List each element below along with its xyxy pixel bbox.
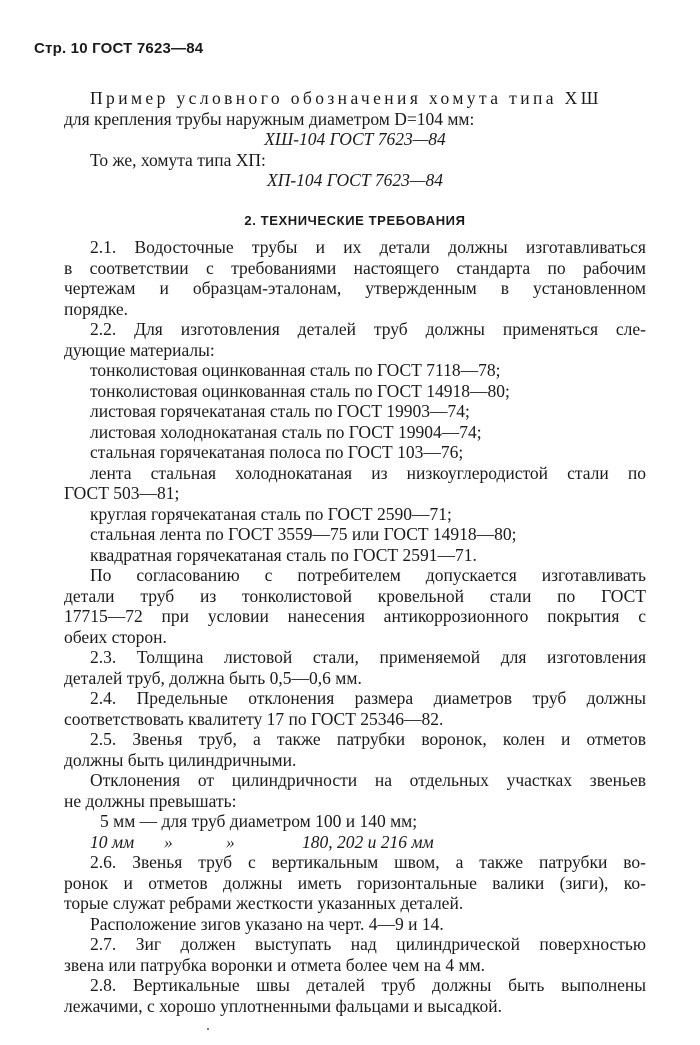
material-item: стальная лента по ГОСТ 3559—75 или ГОСТ 14918—80; <box>90 524 517 544</box>
paragraph-2-7 <box>64 934 646 975</box>
paragraph-line: лежачими, с хорошо уплотненными фальцами и высадкой. <box>64 995 502 1016</box>
materials-list <box>64 360 646 565</box>
paragraph-line: деталей труб, должна быть 0,5—0,6 мм. <box>64 667 362 688</box>
paragraph-line: торые служат ребрами жесткости указанных деталей. <box>64 893 464 913</box>
paragraph-deviation <box>64 770 646 811</box>
paragraph-line: детали труб из тонколистовой кровельной стали по ГОСТ <box>64 585 646 606</box>
paragraph-line: обеих сторон. <box>64 626 167 647</box>
designation-code: ХП-104 ГОСТ 7623—84 <box>267 170 443 190</box>
deviation-table <box>64 811 646 852</box>
paragraph-line: 2.4. Предельные отклонения размера диаметров труб должны <box>90 688 646 708</box>
paragraph-line: Отклонения от цилиндричности на отдельных участках звеньев <box>90 770 646 790</box>
paragraph-2-2 <box>64 319 646 360</box>
paragraph-2-6 <box>64 852 646 914</box>
paragraph-line: соответствовать квалитету 17 по ГОСТ 25346—82. <box>64 708 444 729</box>
paragraph-line: 2.2. Для изготовления деталей труб должны применяться сле- <box>90 319 646 339</box>
deviation-diameters: 180, 202 и 216 мм <box>302 831 434 852</box>
paragraph-line: в соответствии с требованиями настоящего стандарта по рабочим <box>64 257 646 278</box>
paragraph-2-4 <box>64 688 646 729</box>
paragraph-line: 2.8. Вертикальные швы деталей труб должны быть выполнены <box>90 975 646 995</box>
paragraph-line: должны быть цилиндричными. <box>64 749 297 770</box>
material-item: листовая горячекатаная сталь по ГОСТ 19903—74; <box>90 401 470 421</box>
designation-code: ХШ-104 ГОСТ 7623—84 <box>264 129 446 149</box>
paragraph-line: звена или патрубка воронки и отмета более чем на 4 мм. <box>64 954 486 975</box>
example-line: То же, хомута типа ХП: <box>90 149 266 170</box>
paragraph-line: ронок и отметов должны иметь горизонтальные валики (зиги), ко- <box>64 872 646 893</box>
paragraph-2-5 <box>64 729 646 770</box>
ditto-mark: » <box>226 831 235 852</box>
paragraph-zig-location: Расположение зигов указано на черт. 4—9 и 14. <box>90 913 444 934</box>
paragraph-line: 2.6. Звенья труб с вертикальным швом, а также патрубки во- <box>90 852 646 872</box>
paragraph-line: дующие материалы: <box>64 339 215 360</box>
deviation-value: 10 мм <box>90 831 135 852</box>
paragraph-line: 2.5. Звенья труб, а также патрубки воронок, колен и отметов <box>90 729 646 749</box>
example-line: для крепления трубы наружным диаметром D=104 мм: <box>64 108 475 129</box>
paragraph-line: не должны превышать: <box>64 790 237 811</box>
deviation-row <box>64 832 646 853</box>
print-speck <box>207 1028 209 1030</box>
paragraph-line: 2.7. Зиг должен выступать над цилиндрической поверхностью <box>90 934 646 954</box>
paragraph-2-3 <box>64 647 646 688</box>
paragraph-line: По согласованию с потребителем допускается изготавливать <box>90 565 646 585</box>
material-item: тонколистовая оцинкованная сталь по ГОСТ 7118—78; <box>90 360 501 380</box>
paragraph-2-1 <box>64 237 646 319</box>
example-line: Пример условного обозначения хомута типа ХШ <box>90 88 602 108</box>
ditto-mark: » <box>164 831 173 852</box>
paragraph-line: 17715—72 при условии нанесения антикоррозионного покрытия с <box>64 606 646 626</box>
designation-example <box>64 88 646 1016</box>
material-item: квадратная горячекатаная сталь по ГОСТ 2591—71. <box>90 544 477 565</box>
paragraph-line: порядке. <box>64 298 129 319</box>
material-item: стальная горячекатаная полоса по ГОСТ 103—76; <box>90 442 464 462</box>
paragraph-line: 2.3. Толщина листовой стали, применяемой для изготовления <box>90 647 646 667</box>
paragraph-2-8 <box>64 975 646 1016</box>
material-item: лента стальная холоднокатаная из низкоуглеродистой стали по <box>90 462 646 483</box>
paragraph-line: 2.1. Водосточные трубы и их детали должны изготавливаться <box>90 237 646 257</box>
material-item: листовая холоднокатаная сталь по ГОСТ 19904—74; <box>90 421 482 442</box>
paragraph-agreement <box>64 565 646 647</box>
material-item: круглая горячекатаная сталь по ГОСТ 2590—71; <box>90 503 452 524</box>
paragraph-line: чертежам и образцам-эталонам, утвержденным в установленном <box>64 278 646 298</box>
material-item: ГОСТ 503—81; <box>64 483 180 503</box>
section-title: 2. ТЕХНИЧЕСКИЕ ТРЕБОВАНИЯ <box>244 212 466 228</box>
material-item: тонколистовая оцинкованная сталь по ГОСТ 14918—80; <box>90 380 510 401</box>
deviation-row: 5 мм — для труб диаметром 100 и 140 мм; <box>100 811 418 831</box>
page-header: Стр. 10 ГОСТ 7623—84 <box>34 40 204 57</box>
